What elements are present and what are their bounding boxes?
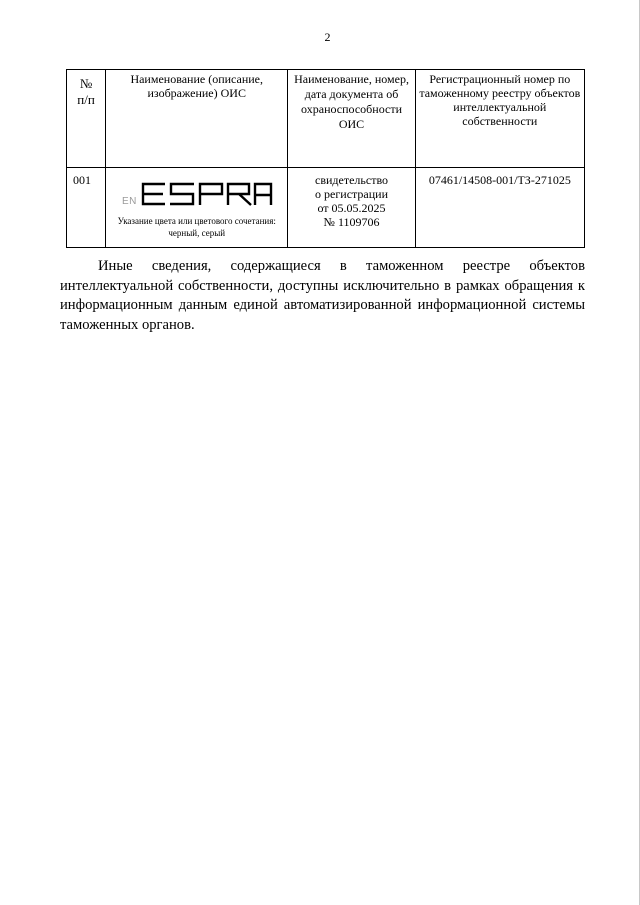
row-number: 001 [67,168,106,248]
espra-logo-graphic [121,182,273,206]
header-number-symbol: № [79,76,93,91]
doc-line-2: о регистрации [315,187,389,201]
color-note: Указание цвета или цветового сочетания: черный, серый [117,216,276,238]
table-header-row [67,70,585,168]
body-paragraph: Иные сведения, содержащиеся в таможенном реестре объектов интеллектуальной собственности, доступны исключительно в рамках обращения к информационным данным единой автоматизированной информационной системы таможенных органов. [60,258,585,333]
page-number: 2 [324,30,331,44]
row-trademark [106,168,288,248]
doc-line-1: свидетельство [315,173,389,187]
registry-table [66,69,585,248]
row-registration-number: 07461/14508-001/ТЗ-271025 [415,168,584,248]
espra-logo [121,182,273,206]
header-name: Наименование (описание, изображение) ОИС [106,70,288,168]
doc-line-3: от 05.05.2025 [317,201,386,215]
header-number-pp: п/п [77,92,95,107]
header-number [67,70,106,168]
header-document-text: Наименование, номер, дата документа об охраноспособности ОИС [294,72,409,131]
header-document [288,70,415,168]
logo-wordmark [143,184,271,205]
doc-line-4: № 1109706 [323,215,380,229]
logo-prefix: EN [122,196,137,206]
table-row [67,168,585,248]
header-registration: Регистрационный номер по таможенному реестру объектов интеллектуальной собственности [415,70,584,168]
row-document [288,168,415,248]
